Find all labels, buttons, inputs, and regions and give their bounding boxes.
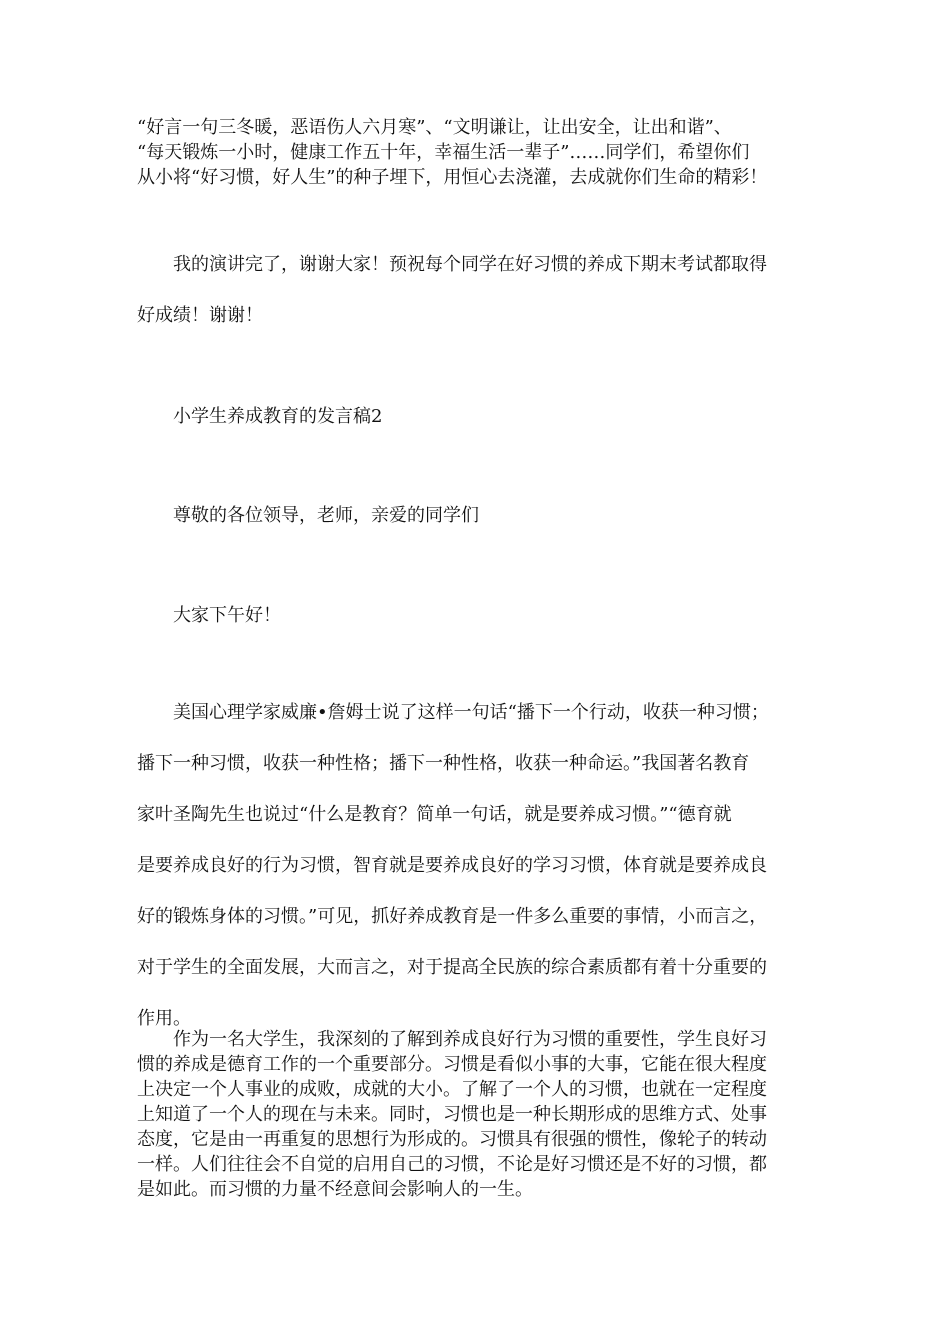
text-line: 我的演讲完了，谢谢大家！预祝每个同学在好习惯的养成下期末考试都取得 (137, 254, 767, 275)
text-line: 家叶圣陶先生也说过“什么是教育？简单一句话，就是要养成习惯。”“德育就 (137, 804, 732, 825)
text-line: 作用。 (137, 1008, 191, 1029)
section-heading: 小学生养成教育的发言稿2 (137, 406, 383, 427)
text-line: “每天锻炼一小时，健康工作五十年，幸福生活一辈子”……同学们，希望你们 (137, 142, 750, 163)
salutation: 尊敬的各位领导，老师，亲爱的同学们 (137, 505, 479, 526)
greeting: 大家下午好！ (137, 605, 281, 626)
text-line: 好的锻炼身体的习惯。”可见，抓好养成教育是一件多么重要的事情，小而言之， (137, 906, 768, 927)
text-line: 对于学生的全面发展，大而言之，对于提高全民族的综合素质都有着十分重要的 (137, 957, 767, 978)
text-line: 态度，它是由一再重复的思想行为形成的。习惯具有很强的惯性，像轮子的转动 (137, 1129, 767, 1150)
body-paragraph-habits-quote (137, 687, 827, 1044)
body-paragraph-habit-importance (137, 1027, 827, 1202)
text-line: 美国心理学家威廉•詹姆士说了这样一句话“播下一个行动，收获一种习惯； (137, 702, 769, 723)
speech-ending-paragraph (137, 239, 827, 341)
text-line: “好言一句三冬暖，恶语伤人六月寒”、“文明谦让，让出安全，让出和谐”、 (137, 117, 732, 138)
text-line: 是如此。而习惯的力量不经意间会影响人的一生。 (137, 1179, 533, 1200)
text-line: 播下一种习惯，收获一种性格；播下一种性格，收获一种命运。”我国著名教育 (137, 753, 750, 774)
text-line: 从小将“好习惯，好人生”的种子埋下，用恒心去浇灌，去成就你们生命的精彩！ (137, 167, 768, 188)
text-line: 上知道了一个人的现在与未来。同时，习惯也是一种长期形成的思维方式、处事 (137, 1104, 767, 1125)
text-line: 是要养成良好的行为习惯，智育就是要养成良好的学习习惯，体育就是要养成良 (137, 855, 767, 876)
text-line: 一样。人们往往会不自觉的启用自己的习惯，不论是好习惯还是不好的习惯，都 (137, 1154, 767, 1175)
text-line: 惯的养成是德育工作的一个重要部分。习惯是看似小事的大事，它能在很大程度 (137, 1054, 767, 1075)
closing-quotes-paragraph (137, 115, 827, 190)
text-line: 作为一名大学生，我深刻的了解到养成良好行为习惯的重要性，学生良好习 (137, 1029, 767, 1050)
text-line: 好成绩！谢谢！ (137, 305, 263, 326)
text-line: 上决定一个人事业的成败，成就的大小。了解了一个人的习惯，也就在一定程度 (137, 1079, 767, 1100)
